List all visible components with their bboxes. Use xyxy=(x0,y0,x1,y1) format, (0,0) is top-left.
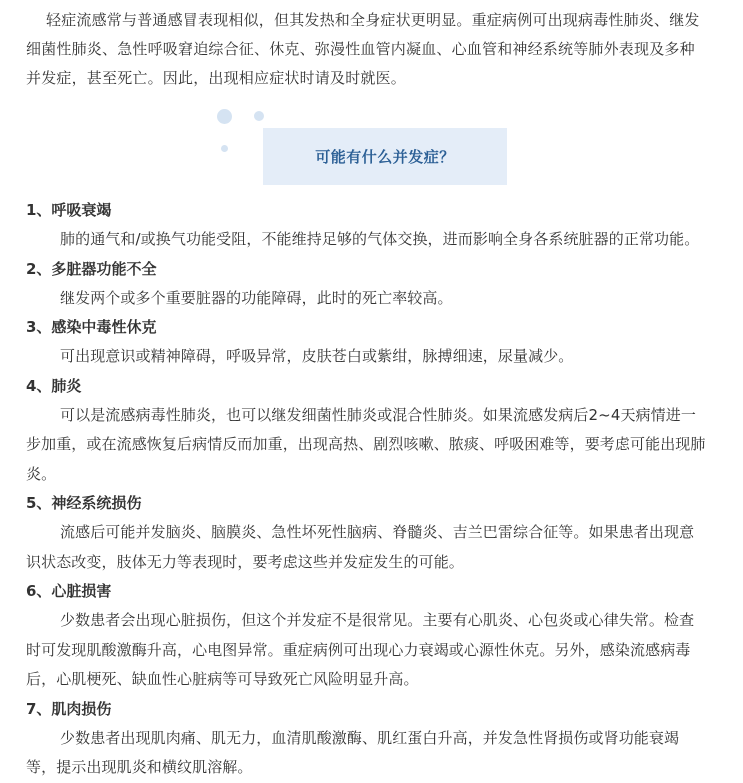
decor-dot-small xyxy=(221,145,228,152)
complication-item xyxy=(26,255,706,314)
complication-item xyxy=(26,313,706,372)
complication-item xyxy=(26,489,706,577)
complication-body: 肺的通气和/或换气功能受阻，不能维持足够的气体交换，进而影响全身各系统脏器的正常功能。 xyxy=(60,230,700,248)
complication-heading: 4、肺炎 xyxy=(26,376,82,395)
complication-body: 少数患者出现肌肉痛、肌无力，血清肌酸激酶、肌红蛋白升高，并发急性肾损伤或肾功能衰竭等，提示出现肌炎和横纹肌溶解。 xyxy=(26,728,680,776)
intro-paragraph: 轻症流感常与普通感冒表现相似，但其发热和全身症状更明显。重症病例可出现病毒性肺炎、继发细菌性肺炎、急性呼吸窘迫综合征、休克、弥漫性血管内凝血、心血管和神经系统等肺外表现及多种并发症，甚至死亡。因此，出现相应症状时请及时就医。 xyxy=(26,11,700,87)
decor-dot-medium xyxy=(254,111,264,121)
section-title-box xyxy=(263,128,507,185)
complication-item xyxy=(26,372,706,490)
complication-body: 可以是流感病毒性肺炎，也可以继发细菌性肺炎或混合性肺炎。如果流感发病后2~4天病情进一步加重，或在流感恢复后病情反而加重，出现高热、剧烈咳嗽、脓痰、呼吸困难等，要考虑可能出现肺炎。 xyxy=(26,405,706,483)
complications-list xyxy=(26,196,706,783)
complication-item xyxy=(26,577,706,695)
complication-body: 继发两个或多个重要脏器的功能障碍，此时的死亡率较高。 xyxy=(60,288,453,307)
complication-heading: 5、神经系统损伤 xyxy=(26,494,142,512)
complication-body: 可出现意识或精神障碍，呼吸异常，皮肤苍白或紫绀，脉搏细速，尿量减少。 xyxy=(60,347,574,365)
complication-heading: 6、心脏损害 xyxy=(26,582,112,600)
decor-dot-large xyxy=(217,109,232,124)
complication-item xyxy=(26,695,706,783)
complication-body: 少数患者会出现心脏损伤，但这个并发症不是很常见。主要有心肌炎、心包炎或心律失常。检查时可发现肌酸激酶升高，心电图异常。重症病例可出现心力衰竭或心源性休克。另外，感染流感病毒后，心肌梗死、缺血性心脏病等可导致死亡风险明显升高。 xyxy=(26,611,695,688)
complication-heading: 2、多脏器功能不全 xyxy=(26,259,157,278)
complication-body: 流感后可能并发脑炎、脑膜炎、急性坏死性脑病、脊髓炎、吉兰巴雷综合征等。如果患者出现意识状态改变，肢体无力等表现时，要考虑这些并发症发生的可能。 xyxy=(26,523,695,571)
complication-heading: 3、感染中毒性休克 xyxy=(26,318,157,336)
section-title: 可能有什么并发症？ xyxy=(315,148,455,166)
complication-heading: 7、肌肉损伤 xyxy=(26,699,112,718)
complication-item xyxy=(26,196,706,255)
complication-heading: 1、呼吸衰竭 xyxy=(26,201,112,219)
